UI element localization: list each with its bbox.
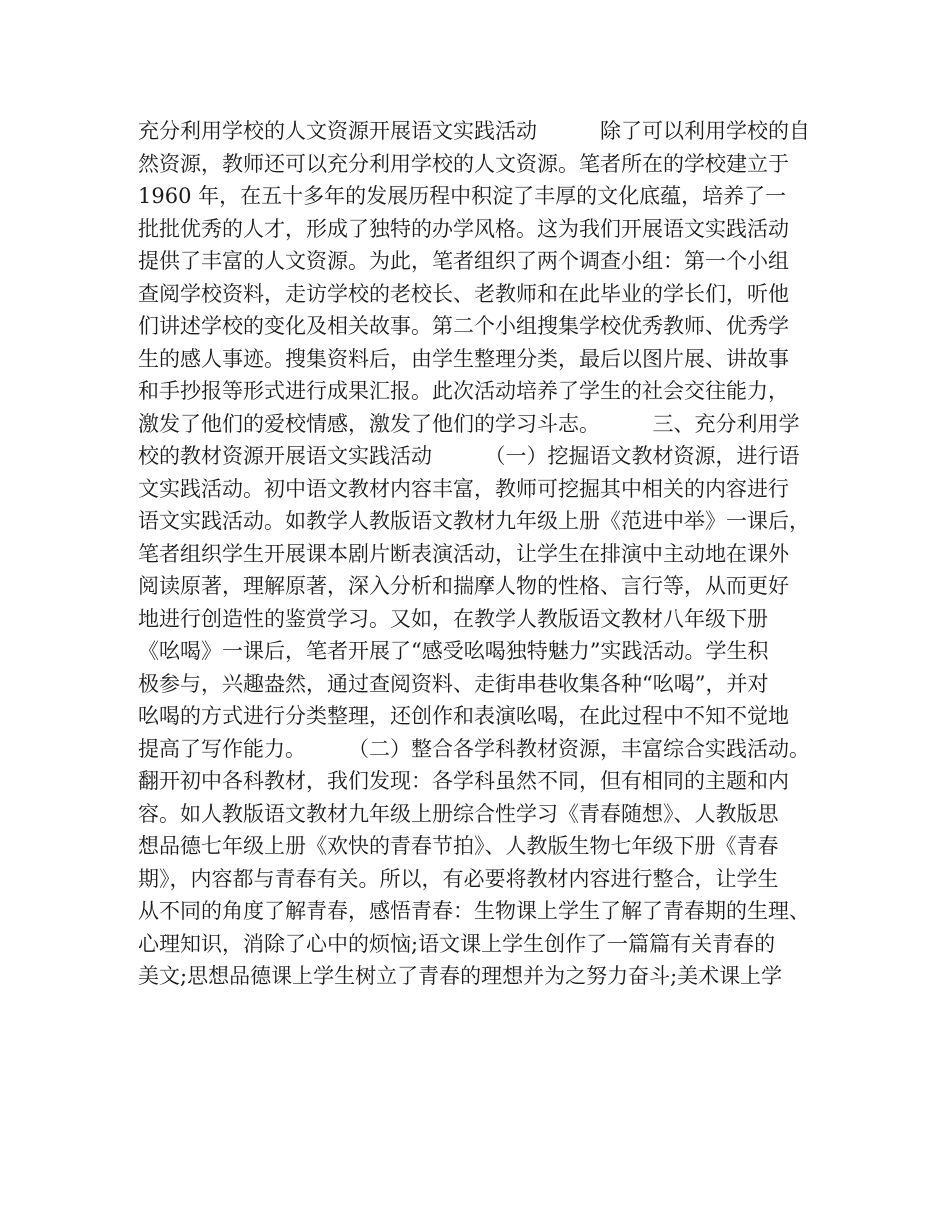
text-line: 《吆喝》一课后，笔者开展了“感受吆喝独特魅力”实践活动。学生积 [138, 639, 769, 663]
text-line: 阅读原著，理解原著，深入分析和揣摩人物的性格、言行等，从而更好 [138, 574, 789, 598]
text-line: 容。如人教版语文教材九年级上册综合性学习《青春随想》、人教版思 [138, 801, 779, 826]
text-line: 从不同的角度了解青春，感悟青春：生物课上学生了解了青春期的生理、 [138, 899, 810, 923]
text-line: 翻开初中各科教材，我们发现：各学科虽然不同，但有相同的主题和内 [138, 769, 789, 793]
text-line: 提供了丰富的人文资源。为此，笔者组织了两个调查小组：第一个小组 [138, 249, 789, 273]
text-line: 笔者组织学生开展课本剧片断表演活动，让学生在排演中主动地在课外 [138, 541, 789, 566]
text-line: 文实践活动。初中语文教材内容丰富，教师可挖掘其中相关的内容进行 [138, 476, 789, 501]
text-line: 1960 年，在五十多年的发展历程中积淀了丰厚的文化底蕴，培养了一 [138, 184, 787, 208]
text-line: 语文实践活动。如教学人教版语文教材九年级上册《范进中举》一课后， [138, 509, 810, 533]
text-line: 想品德七年级上册《欢快的青春节拍》、人教版生物七年级下册《青春 [138, 834, 779, 858]
text-line: 美文;思想品德课上学生树立了青春的理想并为之努力奋斗;美术课上学 [138, 964, 783, 988]
text-line: 然资源，教师还可以充分利用学校的人文资源。笔者所在的学校建立于 [138, 151, 789, 176]
text-line: 极参与，兴趣盎然，通过查阅资料、走街串巷收集各种“吆喝”，并对 [138, 671, 769, 696]
text-line: 校的教材资源开展语文实践活动 （一）挖掘语文教材资源，进行语 [138, 444, 800, 468]
text-line: 吆喝的方式进行分类整理，还创作和表演吆喝，在此过程中不知不觉地 [138, 704, 789, 728]
text-line: 生的感人事迹。搜集资料后，由学生整理分类，最后以图片展、讲故事 [138, 346, 789, 371]
text-line: 查阅学校资料，走访学校的老校长、老教师和在此毕业的学长们，听他 [138, 281, 789, 306]
text-line: 充分利用学校的人文资源开展语文实践活动 除了可以利用学校的自 [138, 119, 810, 143]
text-line: 激发了他们的爱校情感，激发了他们的学习斗志。 三、充分利用学 [138, 411, 800, 436]
body-text [138, 115, 828, 993]
text-line: 心理知识，消除了心中的烦恼;语文课上学生创作了一篇篇有关青春的 [138, 931, 776, 956]
text-line: 地进行创造性的鉴赏学习。又如，在教学人教版语文教材八年级下册 [138, 606, 768, 631]
text-line: 们讲述学校的变化及相关故事。第二个小组搜集学校优秀教师、优秀学 [138, 314, 789, 338]
text-line: 批批优秀的人才，形成了独特的办学风格。这为我们开展语文实践活动 [138, 216, 789, 241]
text-line: 和手抄报等形式进行成果汇报。此次活动培养了学生的社会交往能力， [138, 379, 789, 403]
text-line: 提高了写作能力。 （二）整合各学科教材资源，丰富综合实践活动。 [138, 736, 810, 761]
text-line: 期》，内容都与青春有关。所以，有必要将教材内容进行整合，让学生 [138, 866, 779, 891]
